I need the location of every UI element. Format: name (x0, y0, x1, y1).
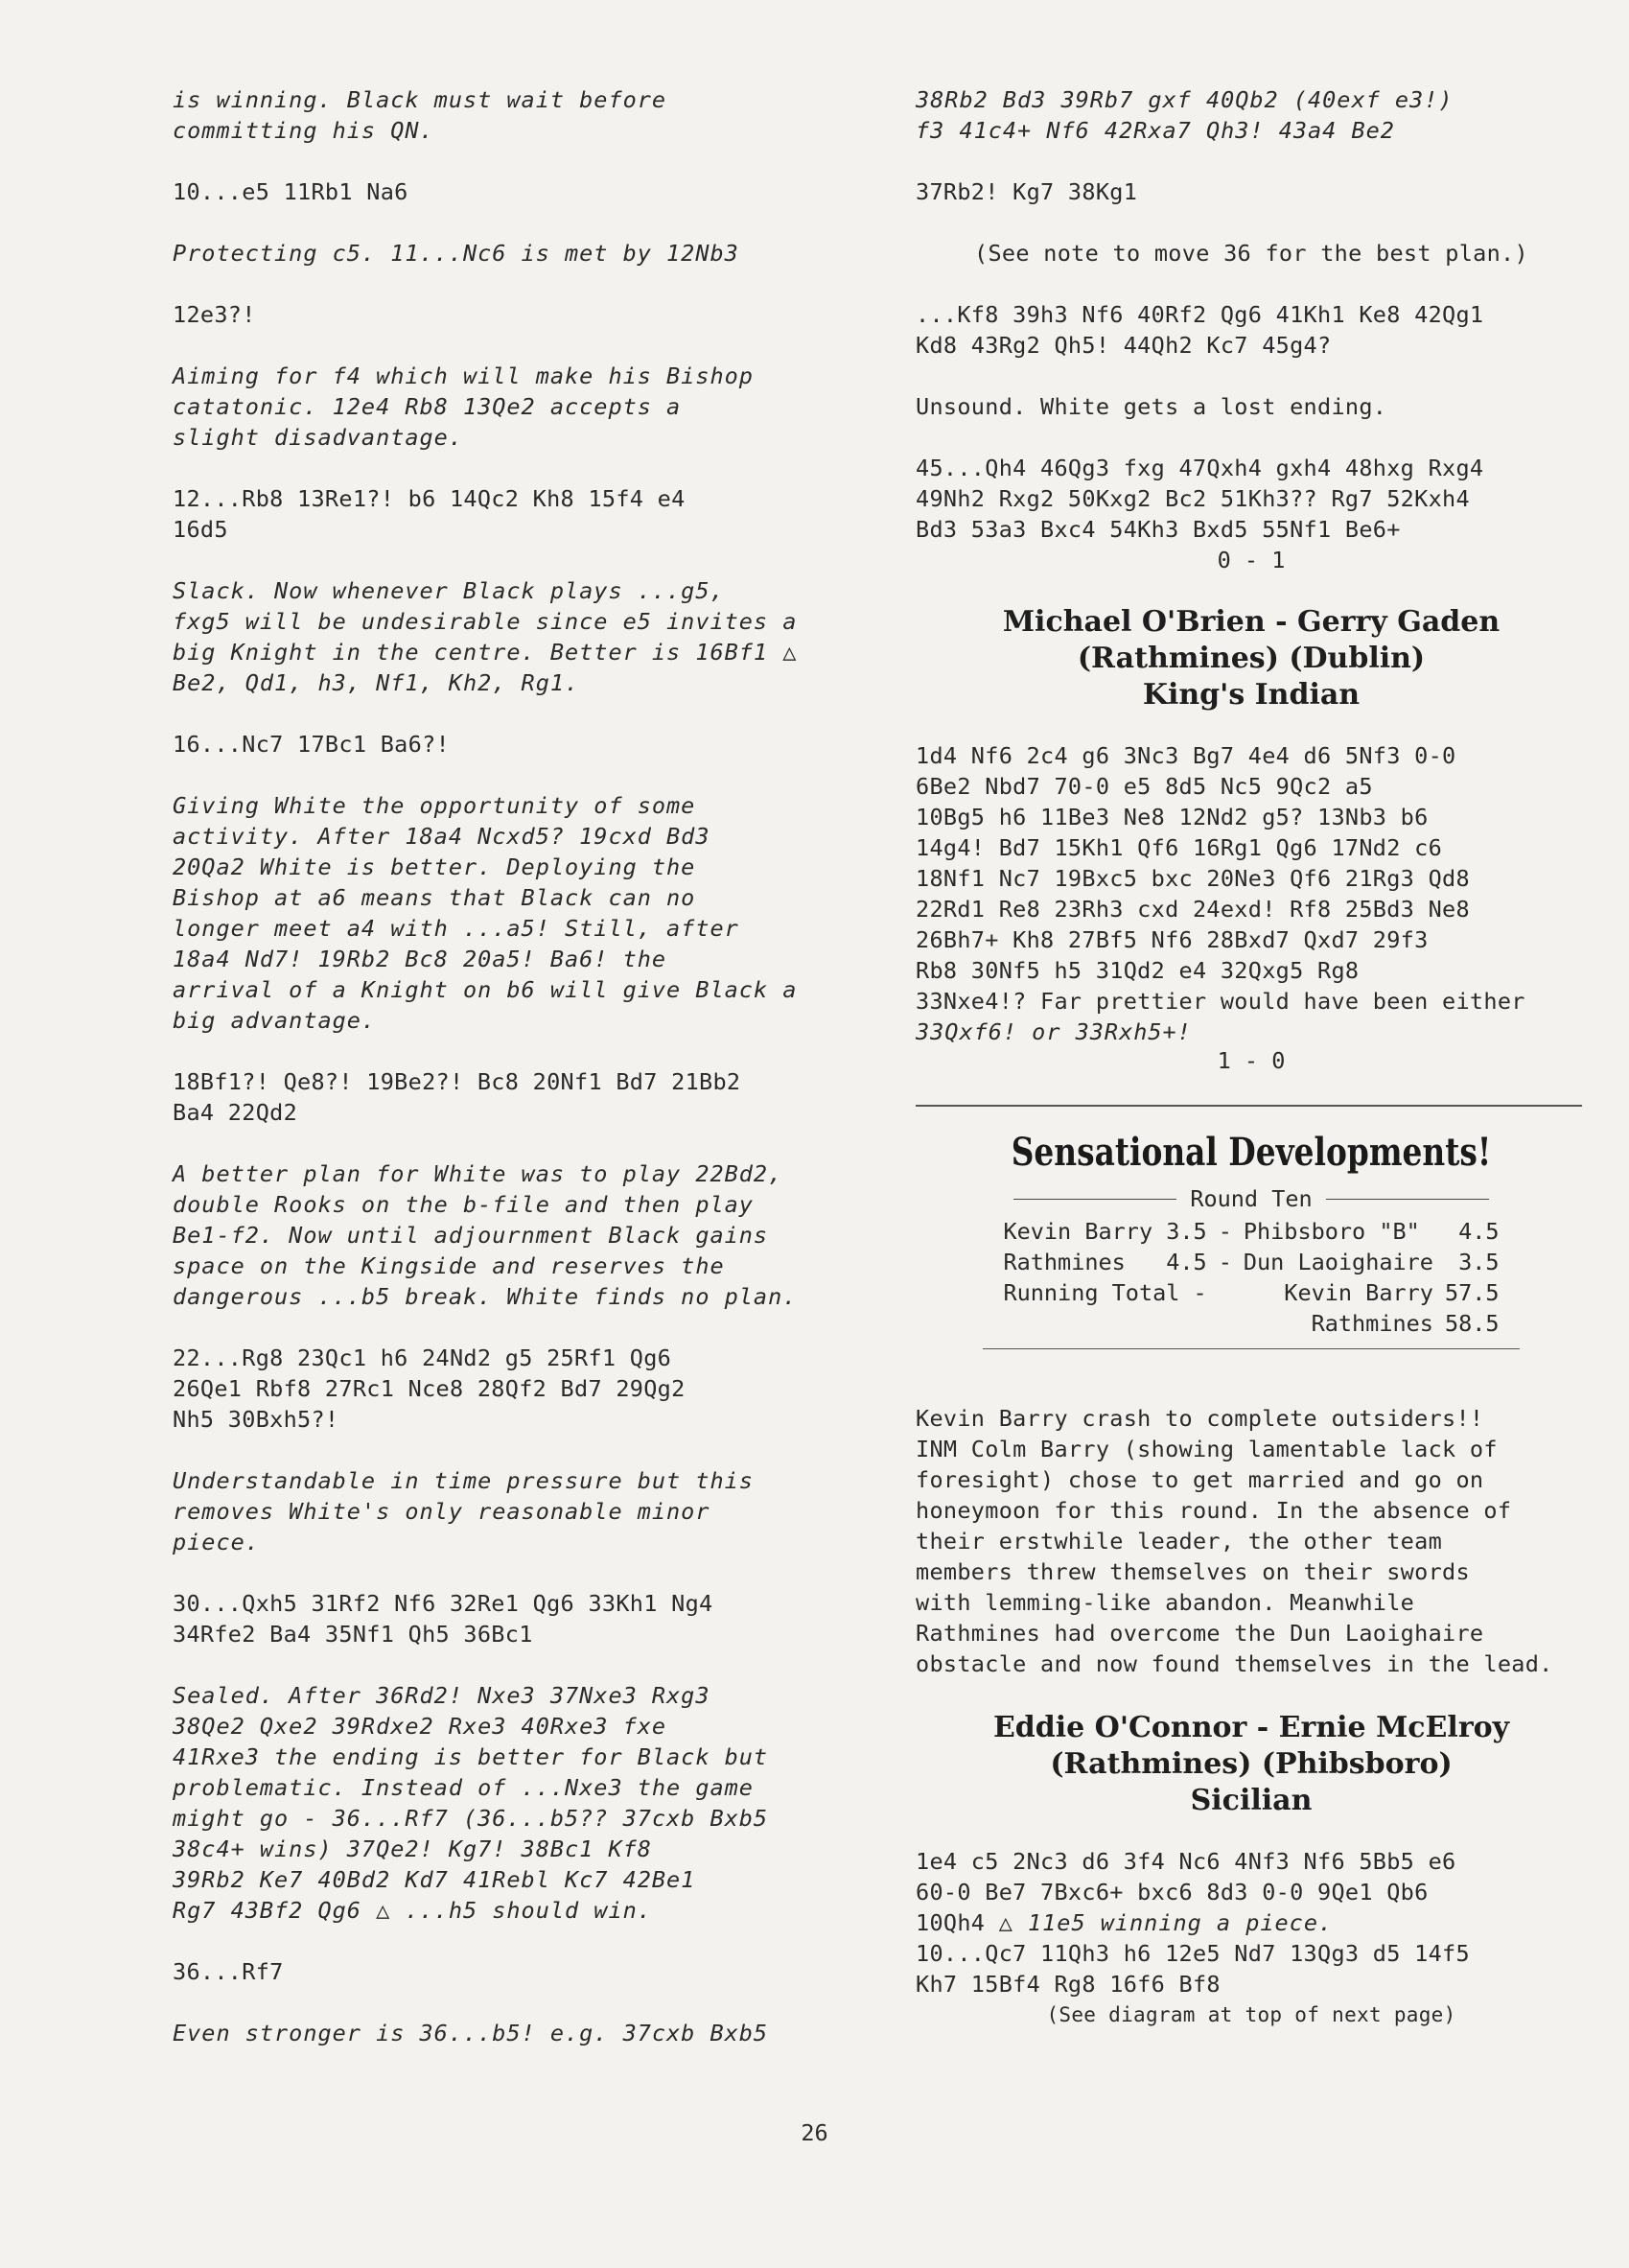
team: Rathmines (1311, 1310, 1433, 1337)
team: Rathmines (1003, 1249, 1126, 1275)
score-row (997, 1216, 1504, 1247)
move-text: 18Bf1?! Qe8?! 19Be2?! Bc8 20Nf1 Bd7 21Bb2 Ba4 22Qd2 (173, 1068, 741, 1126)
move-text: 36...Rf7 (173, 1958, 284, 1985)
dash: - (1218, 1218, 1232, 1245)
annotation: Aiming for f4 which will make his Bishop catatonic. 12e4 Rb8 13Qe2 accepts a slight disadvantage. (173, 362, 754, 451)
move-text: 16...Nc7 17Bc1 Ba6?! (173, 731, 450, 758)
annotation: Unsound. White gets a lost ending. (916, 393, 1387, 420)
move-text (916, 1907, 1587, 1938)
game-result: 1 - 0 (1217, 1047, 1286, 1074)
move-text: 1d4 Nf6 2c4 g6 3Nc3 Bg7 4e4 d6 5Nf3 0-0 6Be2 Nbd7 70-0 e5 8d5 Nc5 9Qc2 a5 10Bg5 h6 11Be3 Ne8 12Nd2 g5? 13Nb3 b6 14g4! Bd7 15Kh1 Qf6 16Rg1 Qg6 17Nd2 c6 18Nf1 Nc7 19Bxc5 bxc 20Ne3 Qf6 21Rg3 Qd8 22Rd1 Re8 23Rh3 cxd 24exd! Rf8 25Bd3 Ne8 26Bh7+ Kh8 27Bf5 Nf6 28Bxd7 Qxd7 29f3 Rb8 30Nf5 h5 31Qd2 e4 32Qxg5 Rg8 33Nxe4!? Far prettier would have been either (916, 742, 1525, 1015)
score: 3.5 (1458, 1249, 1500, 1275)
divider (1013, 1199, 1176, 1200)
game-header: Michael O'Brien - Gerry Gaden (Rathmines) (Dublin) King's Indian (1002, 605, 1501, 712)
team: Kevin Barry (1003, 1218, 1153, 1245)
running-label: Running Total - (1003, 1279, 1207, 1306)
running-row (997, 1308, 1504, 1339)
annotation: Slack. Now whenever Black plays ...g5, fxg5 will be undesirable since e5 invites a big Knight in the centre. Better is 16Bf1 △ Be2, Qd1, h3, Nf1, Kh2, Rg1. (173, 577, 798, 696)
annotation: (See note to move 36 for the best plan.) (974, 240, 1528, 267)
team: Dun Laoighaire (1243, 1249, 1433, 1275)
move-text: 12...Rb8 13Re1?! b6 14Qc2 Kh8 15f4 e4 16d5 (173, 485, 686, 543)
move-text: 10...Qc7 11Qh3 h6 12e5 Nd7 13Qg3 d5 14f5 Kh7 15Bf4 Rg8 16f6 Bf8 (916, 1940, 1470, 1998)
divider (983, 1348, 1520, 1349)
move-text: 10Qh4 (916, 1909, 986, 1936)
game-header: Eddie O'Connor - Ernie McElroy (Rathmines) (Phibsboro) Sicilian (992, 1711, 1510, 1817)
running-row (997, 1277, 1504, 1308)
annotation: Even stronger is 36...b5! e.g. 37cxb Bxb5 (173, 2020, 769, 2046)
score: 57.5 (1444, 1279, 1500, 1306)
team: Kevin Barry (1284, 1279, 1433, 1306)
page-number: 26 (801, 2119, 828, 2146)
divider (1326, 1199, 1489, 1200)
annotation: is winning. Black must wait before committing his QN. (173, 86, 667, 144)
move-text: 10...e5 11Rb1 Na6 (173, 178, 408, 205)
move-text: 30...Qxh5 31Rf2 Nf6 32Re1 Qg6 33Kh1 Ng4 34Rfe2 Ba4 35Nf1 Qh5 36Bc1 (173, 1590, 713, 1648)
game-result: 0 - 1 (1217, 547, 1286, 573)
annotation: 38Rb2 Bd3 39Rb7 gxf 40Qb2 (40exf e3!) f3 41c4+ Nf6 42Rxa7 Qh3! 43a4 Be2 (916, 86, 1454, 144)
move-text: ...Kf8 39h3 Nf6 40Rf2 Qg6 41Kh1 Ke8 42Qg1 Kd8 43Rg2 Qh5! 44Qh2 Kc7 45g4? (916, 301, 1484, 359)
article-text: Kevin Barry crash to complete outsiders!! INM Colm Barry (showing lamentable lack of foresight) chose to get married and go on honeymoon for this round. In the absence of their erstwhile leader, the other team members threw themselves on their swords with lemming-like abandon. Meanwhile Rathmines had overcome the Dun Laoighaire obstacle and now found themselves in the lead. (916, 1405, 1553, 1677)
news-headline: Sensational Developments! (1011, 1130, 1492, 1175)
annotation: △ 11e5 winning a piece. (998, 1909, 1334, 1936)
move-text: 22...Rg8 23Qc1 h6 24Nd2 g5 25Rf1 Qg6 26Qe1 Rbf8 27Rc1 Nce8 28Qf2 Bd7 29Qg2 Nh5 30Bxh5?! (173, 1344, 686, 1433)
move-text: 1e4 c5 2Nc3 d6 3f4 Nc6 4Nf3 Nf6 5Bb5 e6 60-0 Be7 7Bxc6+ bxc6 8d3 0-0 9Qe1 Qb6 (916, 1848, 1456, 1906)
score: 58.5 (1444, 1310, 1500, 1337)
move-text: 45...Qh4 46Qg3 fxg 47Qxh4 gxh4 48hxg Rxg4 49Nh2 Rxg2 50Kxg2 Bc2 51Kh3?? Rg7 52Kxh4 Bd3 53a3 Bxc4 54Kh3 Bxd5 55Nf1 Be6+ (916, 455, 1484, 543)
score: 4.5 (1166, 1249, 1207, 1275)
annotation: Protecting c5. 11...Nc6 is met by 12Nb3 (173, 240, 739, 267)
move-text: 37Rb2! Kg7 38Kg1 (916, 178, 1138, 205)
annotation: Understandable in time pressure but this removes White's only reasonable minor piece. (173, 1467, 754, 1555)
diagram-note: (See diagram at top of next page) (1046, 2003, 1456, 2026)
score-table (997, 1216, 1504, 1339)
round-label: Round Ten (1190, 1185, 1313, 1212)
left-column (173, 84, 863, 2079)
round-line (916, 1185, 1587, 1212)
annotation: 33Qxf6! or 33Rxh5+! (916, 1018, 1192, 1045)
annotation: Sealed. After 36Rd2! Nxe3 37Nxe3 Rxg3 38Qe2 Qxe2 39Rdxe2 Rxe3 40Rxe3 fxe 41Rxe3 the ending is better for Black but problematic. Instead of ...Nxe3 the game might go - 36...Rf7 (36...b5?? 37cxb Bxb5 38c4+ wins) 37Qe2! Kg7! 38Bc1 Kf8 39Rb2 Ke7 40Bd2 Kd7 41Rebl Kc7 42Be1 Rg7 43Bf2 Qg6 △ ...h5 should win. (173, 1682, 769, 1924)
section-divider (916, 1105, 1582, 1107)
score: 3.5 (1166, 1218, 1207, 1245)
score-row (997, 1247, 1504, 1277)
dash: - (1218, 1249, 1232, 1275)
team: Phibsboro "B" (1243, 1218, 1420, 1245)
right-column (916, 84, 1587, 2061)
score: 4.5 (1458, 1218, 1500, 1245)
annotation: A better plan for White was to play 22Bd2, double Rooks on the b-file and then play Be1-f2. Now until adjournment Black gains space on the Kingside and reserves the dangerous ...b5 break. White finds no plan. (173, 1160, 798, 1310)
annotation: Giving White the opportunity of some activity. After 18a4 Ncxd5? 19cxd Bd3 20Qa2 White is better. Deploying the Bishop at a6 means that Black can no longer meet a4 with ...a5! Still, after 18a4 Nd7! 19Rb2 Bc8 20a5! Ba6! the arrival of a Knight on b6 will give Black a big advantage. (173, 792, 798, 1034)
move-text: 12e3?! (173, 301, 256, 328)
